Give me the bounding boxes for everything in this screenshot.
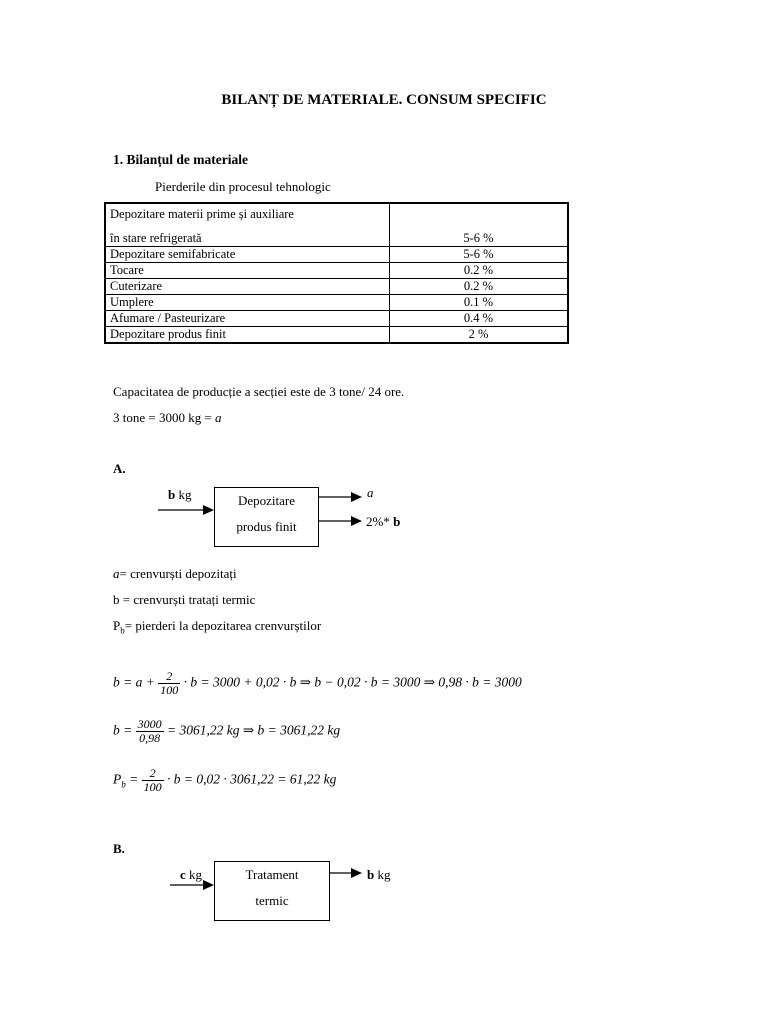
table-cell-value: 0.4 %: [390, 311, 569, 327]
table-cell-name: Afumare / Pasteurizare: [105, 311, 390, 327]
equation-3: $P_b$ = $\frac{2}{100}$ · b = 0,02 · 3061,22 = 61,22 kg: [113, 766, 337, 794]
tratament-box: Tratament termic: [214, 861, 330, 921]
definition-pb: $P_b=$ pierderi la depozitarea crenvurștilor: [113, 618, 322, 636]
section-heading: 1. Bilanțul de materiale: [113, 152, 248, 167]
table-cell-name: Cuterizare: [105, 279, 390, 295]
capacity-text: Capacitatea de producție a secției este de 3 tone/ 24 ore.: [113, 384, 405, 399]
section-a-label: A.: [113, 461, 126, 476]
equation-2: b = $\frac{3000}{0,98}$ = 3061,22 kg ⇒ b = 3061,22 kg: [113, 717, 341, 745]
table-cell-name: Umplere: [105, 295, 390, 311]
table-cell-name: Depozitare materii prime și auxiliare în stare refrigerată: [105, 203, 390, 247]
table-cell-name: Tocare: [105, 263, 390, 279]
capacity-equation: 3 tone = 3000 kg = a: [113, 410, 222, 425]
section-a-output-loss: 2%* b: [366, 514, 401, 529]
page-title: BILANȚ DE MATERIALE. CONSUM SPECIFIC: [221, 92, 547, 108]
table-cell-name: Depozitare produs finit: [105, 327, 390, 344]
section-subheading: Pierderile din procesul tehnologic: [155, 179, 331, 194]
table-cell-value: 0.1 %: [390, 295, 569, 311]
equation-1: b = a + $\frac{2}{100}$ · b = 3000 + 0,02 · b ⇒ b − 0,02 · b = 3000 ⇒ 0,98 · b = 3000: [113, 669, 522, 697]
table-cell-name: Depozitare semifabricate: [105, 247, 390, 263]
section-b-input-label: c kg: [180, 867, 203, 882]
table-cell-value: 5-6 %: [390, 247, 569, 263]
section-a-output-a: a: [367, 485, 374, 500]
section-b-output-label: b kg: [367, 867, 391, 882]
section-b-label: B.: [113, 841, 125, 856]
table-cell-value: 0.2 %: [390, 279, 569, 295]
depozitare-box: Depozitare produs finit: [214, 487, 319, 547]
definition-a: a= crenvurști depozitați: [113, 566, 237, 581]
definition-b: b = crenvurști tratați termic: [113, 592, 256, 607]
table-cell-value: 5-6 %: [390, 203, 569, 247]
section-a-input-label: b kg: [168, 487, 192, 502]
table-cell-value: 2 %: [390, 327, 569, 344]
table-cell-value: 0.2 %: [390, 263, 569, 279]
